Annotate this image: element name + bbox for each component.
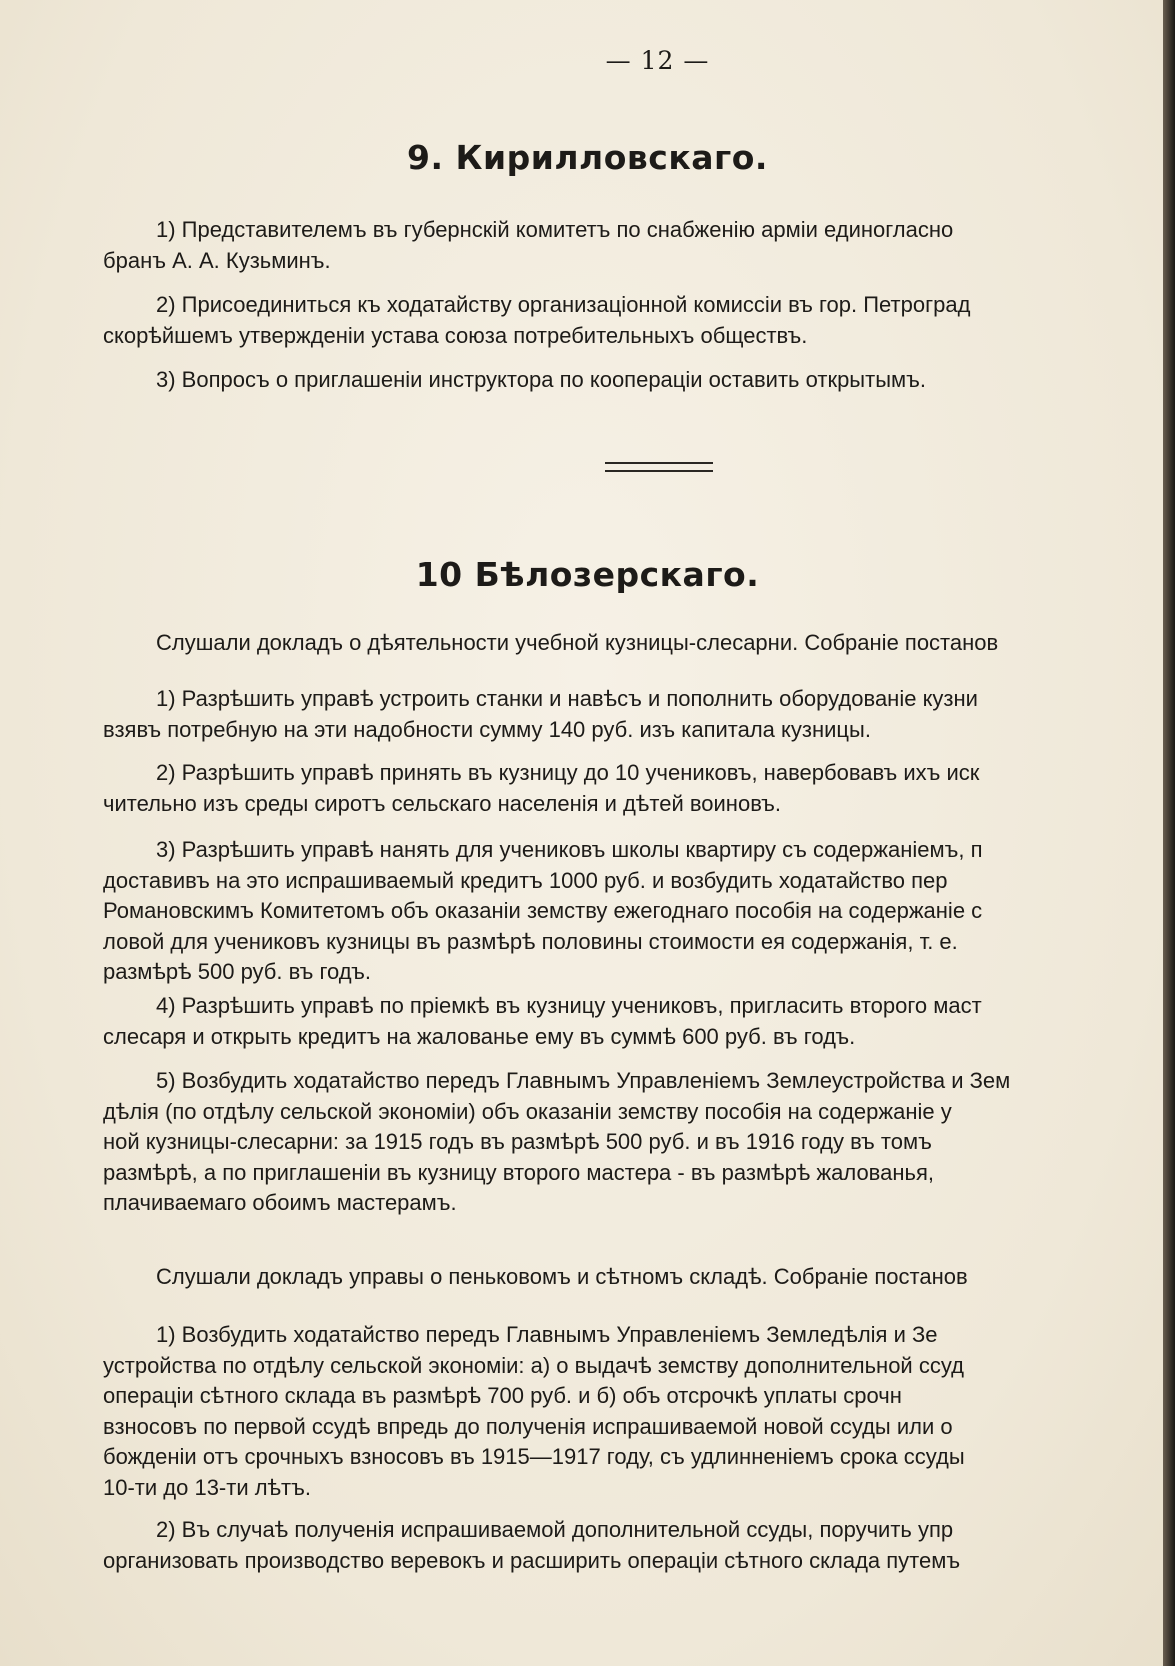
text-line: 4) Разрѣшить управѣ по пріемкѣ въ кузницу учениковъ, пригласить второго маст — [156, 993, 982, 1018]
text-line: ловой для учениковъ кузницы въ размѣрѣ половины стоимости ея содержанія, т. е. — [103, 928, 958, 954]
text-line: организовать производство веревокъ и расширить операціи сѣтного склада путемъ — [103, 1547, 961, 1573]
paragraph-10-hemp-2 — [103, 1515, 1165, 1576]
text-line: 2) Въ случаѣ полученія испрашиваемой дополнительной ссуды, поручить упр — [156, 1517, 954, 1542]
paragraph-10-hemp-1 — [103, 1320, 1165, 1503]
text-line: устройства по отдѣлу сельской экономіи: а) о выдачѣ земству дополнительной ссуд — [103, 1352, 964, 1378]
text-line: 5) Возбудить ходатайство передъ Главнымъ Управленіемъ Землеустройства и Зем — [156, 1068, 1011, 1093]
text-line: ной кузницы-слесарни: за 1915 годъ въ размѣрѣ 500 руб. и въ 1916 году въ томъ — [103, 1129, 932, 1154]
text-line: размѣрѣ, а по приглашеніи въ кузницу второго мастера - въ размѣрѣ жалованья, — [103, 1159, 934, 1185]
paragraph-9-2 — [103, 290, 1165, 351]
text-line: Слушали докладъ о дѣятельности учебной кузницы-слесарни. Собраніе постанов — [156, 630, 999, 655]
text-line: плачиваемаго обоимъ мастерамъ. — [103, 1190, 457, 1215]
paragraph-10-3 — [103, 835, 1165, 988]
page-edge-shadow — [1163, 0, 1175, 1666]
paragraph-10-5 — [103, 1066, 1165, 1219]
section-heading-kirillovskago: 9. Кирилловскаго. — [407, 138, 768, 177]
text-line: слесаря и открыть кредитъ на жалованье ему въ суммѣ 600 руб. въ годъ. — [103, 1023, 856, 1049]
section-heading-belozerskago: 10 Бѣлозерскаго. — [415, 555, 760, 594]
section-divider — [605, 462, 713, 472]
text-line: взявъ потребную на эти надобности сумму 140 руб. изъ капитала кузницы. — [103, 716, 871, 742]
page-number: — 12 — — [605, 46, 710, 75]
text-line: операціи сѣтного склада въ размѣрѣ 700 руб. и б) объ отсрочкѣ уплаты срочн — [103, 1383, 902, 1408]
paragraph-10-2 — [103, 758, 1165, 819]
text-line: 2) Разрѣшить управѣ принять въ кузницу до 10 учениковъ, навербовавъ ихъ иск — [156, 760, 980, 785]
paragraph-9-1 — [103, 215, 1165, 276]
text-line: 2) Присоединиться къ ходатайству организаціонной комиссіи въ гор. Петроград — [156, 292, 971, 317]
text-line: 1) Возбудить ходатайство передъ Главнымъ Управленіемъ Земледѣлія и Зе — [156, 1322, 938, 1347]
text-line: 3) Разрѣшить управѣ нанять для учениковъ школы квартиру съ содержаніемъ, п — [156, 837, 983, 862]
text-line: дѣлія (по отдѣлу сельской экономіи) объ оказаніи земству пособія на содержаніе у — [103, 1098, 952, 1124]
text-line: 1) Представителемъ въ губернскій комитетъ по снабженію арміи единогласно — [156, 217, 954, 242]
text-line: взносовъ по первой ссудѣ впредь до полученія испрашиваемой новой ссуды или о — [103, 1413, 953, 1439]
paragraph-10-4 — [103, 991, 1165, 1052]
text-line: чительно изъ среды сиротъ сельскаго населенія и дѣтей воиновъ. — [103, 790, 782, 816]
text-line: скорѣйшемъ утвержденіи устава союза потребительныхъ обществъ. — [103, 322, 808, 348]
paragraph-10-intro — [103, 628, 1165, 659]
text-line: Романовскимъ Комитетомъ объ оказаніи земству ежегоднаго пособія на содержаніе с — [103, 898, 983, 923]
text-line: бранъ А. А. Кузьминъ. — [103, 247, 331, 273]
paragraph-9-3 — [103, 365, 1165, 396]
text-line: 10-ти до 13-ти лѣтъ. — [103, 1474, 311, 1500]
paragraph-10-1 — [103, 684, 1165, 745]
text-line: размѣрѣ 500 руб. въ годъ. — [103, 959, 371, 984]
text-line: 3) Вопросъ о приглашеніи инструктора по коопераціи оставить открытымъ. — [156, 367, 926, 392]
paragraph-10-hemp-intro — [103, 1262, 1165, 1293]
text-line: Слушали докладъ управы о пеньковомъ и сѣтномъ складѣ. Собраніе постанов — [156, 1264, 968, 1289]
text-line: божденіи отъ срочныхъ взносовъ въ 1915—1917 году, съ удлинненіемъ срока ссуды — [103, 1444, 965, 1469]
text-line: 1) Разрѣшить управѣ устроить станки и навѣсъ и пополнить оборудованіе кузни — [156, 686, 978, 711]
text-line: доставивъ на это испрашиваемый кредитъ 1000 руб. и возбудить ходатайство пер — [103, 867, 948, 893]
